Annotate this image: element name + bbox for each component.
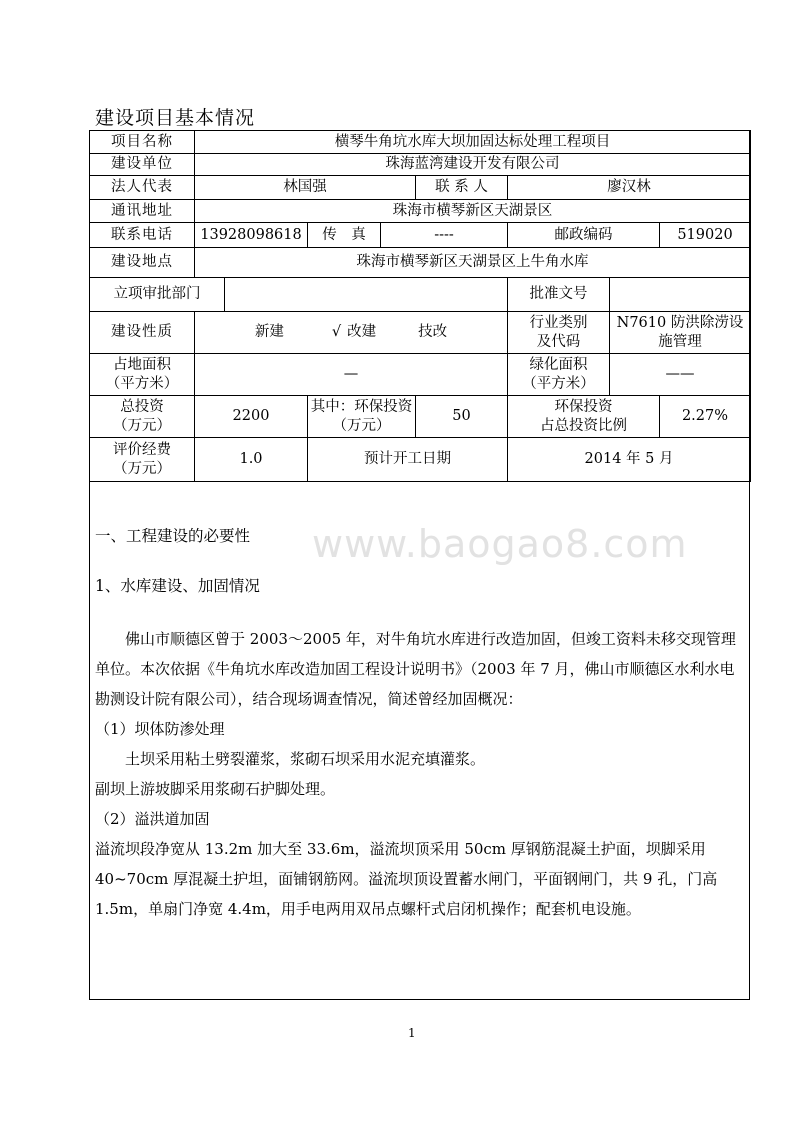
paragraph-spillway: 溢流坝段净宽从 13.2m 加大至 33.6m，溢流坝顶采用 50cm 厚钢筋混凝土护面，坝脚采用 40~70cm 厚混凝土护坦，面铺钢筋网。溢流坝顶设置蓄水闸门，平面钢闸门，共 9 孔，门高 1.5m，单扇门净宽 4.4m，用手电两用双吊点螺杆式启闭机操作；配套机电设施。 xyxy=(95,840,718,918)
green-area-label-line2: （平方米） xyxy=(522,375,595,392)
industry-label xyxy=(508,312,610,354)
row-eval-fee xyxy=(90,438,751,482)
section-heading-necessity: 一、工程建设的必要性 xyxy=(95,527,251,545)
address-label: 通讯地址 xyxy=(90,200,195,223)
contact-label: 联 系 人 xyxy=(416,176,508,200)
industry-value: N7610 防洪除涝设施管理 xyxy=(610,312,751,354)
eval-fee-label-line1: 评价经费 xyxy=(113,441,171,458)
env-ratio-value: 2.27% xyxy=(660,396,751,438)
land-area-label-line2: （平方米） xyxy=(105,375,179,392)
project-name-value: 横琴牛角坑水库大坝加固达标处理工程项目 xyxy=(195,131,751,154)
industry-label-line2: 及代码 xyxy=(536,333,581,350)
subsection-heading-reservoir: 1、水库建设、加固情况 xyxy=(95,577,260,595)
postcode-label: 邮政编码 xyxy=(508,223,660,248)
row-nature xyxy=(90,312,751,354)
fax-value: ---- xyxy=(381,223,508,248)
builder-value: 珠海蓝湾建设开发有限公司 xyxy=(195,154,751,176)
approval-dept-value xyxy=(225,278,508,312)
body-content xyxy=(95,624,743,924)
item-heading-spillway: （2）溢洪道加固 xyxy=(95,810,210,828)
env-inv-label xyxy=(308,396,416,438)
row-project-name xyxy=(90,131,751,154)
fax-label: 传 真 xyxy=(308,223,381,248)
row-builder xyxy=(90,154,751,176)
env-ratio-label xyxy=(508,396,660,438)
nature-check-mark: √ xyxy=(331,324,342,340)
env-inv-label-line2: （万元） xyxy=(332,417,391,434)
address-value: 珠海市横琴新区天湖景区 xyxy=(195,200,751,223)
approval-dept-label: 立项审批部门 xyxy=(90,278,225,312)
env-ratio-label-line1: 环保投资 xyxy=(554,398,613,415)
row-approval xyxy=(90,278,751,312)
row-investment xyxy=(90,396,751,438)
total-inv-label-line2: （万元） xyxy=(113,417,171,434)
watermark: www.baogao8.com xyxy=(312,522,688,566)
row-phone xyxy=(90,223,751,248)
row-site xyxy=(90,248,751,278)
env-inv-value: 50 xyxy=(416,396,508,438)
paragraph-history: 佛山市顺德区曾于 2003～2005 年，对牛角坑水库进行改造加固，但竣工资料未移交现管理单位。本次依据《牛角坑水库改造加固工程设计说明书》（2003 年 7 月，佛山市顺德区水利水电勘测设计院有限公司），结合现场调查情况，简述曾经加固概况： xyxy=(95,630,736,708)
project-name-label: 项目名称 xyxy=(90,131,195,154)
land-area-label-line1: 占地面积 xyxy=(113,356,171,373)
total-inv-label xyxy=(90,396,195,438)
row-area xyxy=(90,354,751,396)
postcode-value: 519020 xyxy=(660,223,751,248)
total-inv-value: 2200 xyxy=(195,396,308,438)
seepage-line-1: 土坝采用粘土劈裂灌浆，浆砌石坝采用水泥充填灌浆。 xyxy=(95,750,486,768)
env-ratio-label-line2: 占总投资比例 xyxy=(540,417,627,434)
approval-doc-label: 批准文号 xyxy=(508,278,610,312)
project-info-table xyxy=(89,130,751,482)
row-legal-rep xyxy=(90,176,751,200)
seepage-line-2: 副坝上游坡脚采用浆砌石护脚处理。 xyxy=(95,780,336,798)
start-date-value: 2014 年 5 月 xyxy=(508,438,751,482)
row-address xyxy=(90,200,751,223)
start-date-label: 预计开工日期 xyxy=(308,438,508,482)
nature-new: 新建 xyxy=(254,324,284,340)
eval-fee-label xyxy=(90,438,195,482)
eval-fee-value: 1.0 xyxy=(195,438,308,482)
nature-options xyxy=(195,312,508,354)
approval-doc-value xyxy=(610,278,751,312)
phone-label: 联系电话 xyxy=(90,223,195,248)
item-heading-seepage: （1）坝体防渗处理 xyxy=(95,720,225,738)
nature-rebuild: 改建 xyxy=(347,324,377,340)
contact-value: 廖汉林 xyxy=(508,176,751,200)
land-area-label xyxy=(90,354,195,396)
nature-tech: 技改 xyxy=(418,324,448,340)
industry-label-line1: 行业类别 xyxy=(529,314,588,331)
env-inv-label-line1: 其中：环保投资 xyxy=(310,398,413,415)
site-label: 建设地点 xyxy=(90,248,195,278)
green-area-label-line1: 绿化面积 xyxy=(529,356,588,373)
phone-value: 13928098618 xyxy=(195,223,308,248)
eval-fee-label-line2: （万元） xyxy=(113,460,171,477)
page-title: 建设项目基本情况 xyxy=(95,107,256,129)
green-area-value: —— xyxy=(610,354,751,396)
land-area-value: — xyxy=(195,354,508,396)
site-value: 珠海市横琴新区天湖景区上牛角水库 xyxy=(195,248,751,278)
total-inv-label-line1: 总投资 xyxy=(120,398,164,415)
builder-label: 建设单位 xyxy=(90,154,195,176)
page-number: 1 xyxy=(408,1026,416,1040)
legal-rep-value: 林国强 xyxy=(195,176,416,200)
nature-label: 建设性质 xyxy=(90,312,195,354)
green-area-label xyxy=(508,354,610,396)
legal-rep-label: 法人代表 xyxy=(90,176,195,200)
